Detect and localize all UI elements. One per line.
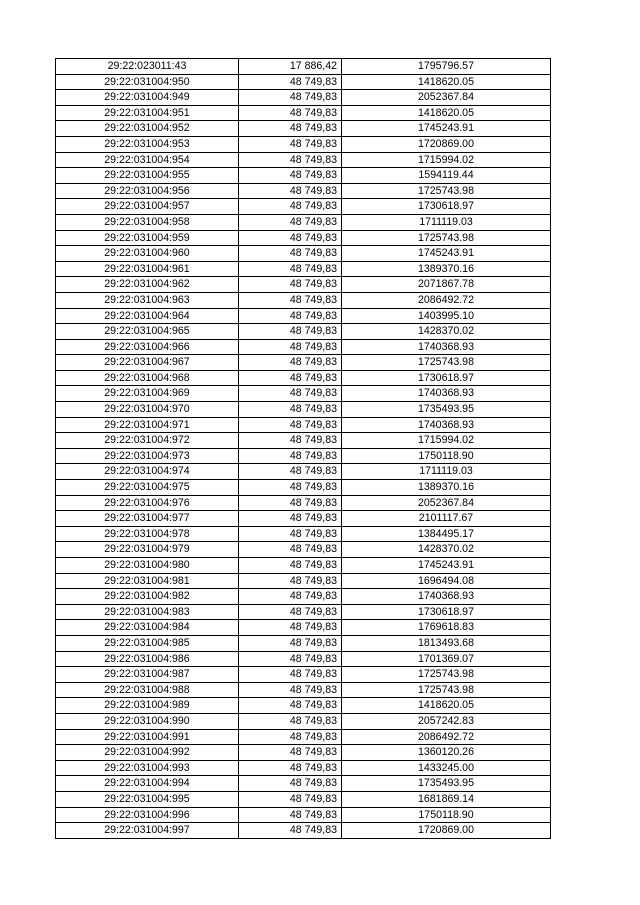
cadastral-number-cell: 29:22:031004:990 [56,713,239,729]
area-cell: 48 749,83 [239,74,342,90]
cadastral-number-cell: 29:22:023011:43 [56,59,239,75]
value-cell: 1715994.02 [342,433,551,449]
area-cell: 48 749,83 [239,168,342,184]
table-row [56,542,551,558]
cadastral-value-table [55,58,551,839]
table-row [56,464,551,480]
area-cell: 48 749,83 [239,667,342,683]
area-cell: 48 749,83 [239,105,342,121]
area-cell: 48 749,83 [239,355,342,371]
table-row [56,729,551,745]
table-row [56,589,551,605]
value-cell: 1389370.16 [342,480,551,496]
area-cell: 48 749,83 [239,807,342,823]
value-cell: 2086492.72 [342,292,551,308]
cadastral-number-cell: 29:22:031004:957 [56,199,239,215]
area-cell: 17 886,42 [239,59,342,75]
value-cell: 1769618.83 [342,620,551,636]
value-cell: 1730618.97 [342,604,551,620]
cadastral-number-cell: 29:22:031004:965 [56,324,239,340]
cadastral-number-cell: 29:22:031004:989 [56,698,239,714]
area-cell: 48 749,83 [239,604,342,620]
table-row [56,558,551,574]
table-row [56,511,551,527]
value-cell: 1740368.93 [342,386,551,402]
value-cell: 1418620.05 [342,698,551,714]
cadastral-number-cell: 29:22:031004:976 [56,495,239,511]
area-cell: 48 749,83 [239,542,342,558]
table-row [56,105,551,121]
area-cell: 48 749,83 [239,136,342,152]
value-cell: 1696494.08 [342,573,551,589]
cadastral-number-cell: 29:22:031004:986 [56,651,239,667]
table-row [56,339,551,355]
value-cell: 1730618.97 [342,370,551,386]
cadastral-number-cell: 29:22:031004:953 [56,136,239,152]
value-cell: 1594119.44 [342,168,551,184]
area-cell: 48 749,83 [239,214,342,230]
cadastral-number-cell: 29:22:031004:983 [56,604,239,620]
table-row [56,74,551,90]
value-cell: 1389370.16 [342,261,551,277]
table-row [56,776,551,792]
value-cell: 2086492.72 [342,729,551,745]
area-cell: 48 749,83 [239,464,342,480]
area-cell: 48 749,83 [239,433,342,449]
value-cell: 1701369.07 [342,651,551,667]
area-cell: 48 749,83 [239,823,342,839]
area-cell: 48 749,83 [239,308,342,324]
area-cell: 48 749,83 [239,558,342,574]
cadastral-number-cell: 29:22:031004:961 [56,261,239,277]
table-row [56,417,551,433]
value-cell: 1384495.17 [342,526,551,542]
area-cell: 48 749,83 [239,776,342,792]
table-row [56,698,551,714]
area-cell: 48 749,83 [239,635,342,651]
value-cell: 1750118.90 [342,448,551,464]
area-cell: 48 749,83 [239,277,342,293]
cadastral-number-cell: 29:22:031004:997 [56,823,239,839]
value-cell: 1740368.93 [342,589,551,605]
value-cell: 1418620.05 [342,105,551,121]
value-cell: 1403995.10 [342,308,551,324]
cadastral-number-cell: 29:22:031004:951 [56,105,239,121]
cadastral-number-cell: 29:22:031004:991 [56,729,239,745]
table-row [56,433,551,449]
table-row [56,635,551,651]
cadastral-number-cell: 29:22:031004:954 [56,152,239,168]
cadastral-number-cell: 29:22:031004:996 [56,807,239,823]
table-row [56,214,551,230]
table-row [56,136,551,152]
value-cell: 1418620.05 [342,74,551,90]
cadastral-number-cell: 29:22:031004:950 [56,74,239,90]
value-cell: 1740368.93 [342,339,551,355]
table-row [56,651,551,667]
table-row [56,199,551,215]
table-row [56,620,551,636]
value-cell: 1725743.98 [342,183,551,199]
cadastral-number-cell: 29:22:031004:960 [56,246,239,262]
area-cell: 48 749,83 [239,698,342,714]
cadastral-number-cell: 29:22:031004:981 [56,573,239,589]
table-row [56,480,551,496]
cadastral-number-cell: 29:22:031004:952 [56,121,239,137]
value-cell: 1735493.95 [342,776,551,792]
value-cell: 1428370.02 [342,324,551,340]
table-row [56,90,551,106]
cadastral-number-cell: 29:22:031004:992 [56,745,239,761]
table-row [56,168,551,184]
area-cell: 48 749,83 [239,729,342,745]
cadastral-number-cell: 29:22:031004:988 [56,682,239,698]
value-cell: 1795796.57 [342,59,551,75]
value-cell: 1428370.02 [342,542,551,558]
area-cell: 48 749,83 [239,589,342,605]
table-row [56,667,551,683]
area-cell: 48 749,83 [239,339,342,355]
area-cell: 48 749,83 [239,90,342,106]
cadastral-number-cell: 29:22:031004:974 [56,464,239,480]
area-cell: 48 749,83 [239,292,342,308]
table-row [56,573,551,589]
table-row [56,261,551,277]
value-cell: 1715994.02 [342,152,551,168]
area-cell: 48 749,83 [239,526,342,542]
value-cell: 2071867.78 [342,277,551,293]
table-row [56,526,551,542]
area-cell: 48 749,83 [239,417,342,433]
cadastral-number-cell: 29:22:031004:963 [56,292,239,308]
value-cell: 1735493.95 [342,402,551,418]
table-row [56,370,551,386]
area-cell: 48 749,83 [239,261,342,277]
area-cell: 48 749,83 [239,760,342,776]
cadastral-number-cell: 29:22:031004:984 [56,620,239,636]
area-cell: 48 749,83 [239,199,342,215]
table-row [56,277,551,293]
cadastral-number-cell: 29:22:031004:962 [56,277,239,293]
cadastral-number-cell: 29:22:031004:972 [56,433,239,449]
area-cell: 48 749,83 [239,246,342,262]
value-cell: 1813493.68 [342,635,551,651]
value-cell: 1730618.97 [342,199,551,215]
value-cell: 2052367.84 [342,495,551,511]
area-cell: 48 749,83 [239,480,342,496]
cadastral-number-cell: 29:22:031004:971 [56,417,239,433]
area-cell: 48 749,83 [239,573,342,589]
value-cell: 1711119.03 [342,214,551,230]
area-cell: 48 749,83 [239,448,342,464]
table-row [56,386,551,402]
table-row [56,308,551,324]
value-cell: 1360120.26 [342,745,551,761]
area-cell: 48 749,83 [239,745,342,761]
cadastral-number-cell: 29:22:031004:994 [56,776,239,792]
table-row [56,713,551,729]
cadastral-number-cell: 29:22:031004:982 [56,589,239,605]
value-cell: 2052367.84 [342,90,551,106]
value-cell: 1720869.00 [342,136,551,152]
table-row [56,355,551,371]
value-cell: 1720869.00 [342,823,551,839]
cadastral-number-cell: 29:22:031004:975 [56,480,239,496]
table-row [56,183,551,199]
area-cell: 48 749,83 [239,791,342,807]
area-cell: 48 749,83 [239,324,342,340]
table-row [56,495,551,511]
cadastral-number-cell: 29:22:031004:956 [56,183,239,199]
area-cell: 48 749,83 [239,620,342,636]
value-cell: 1745243.91 [342,121,551,137]
cadastral-number-cell: 29:22:031004:977 [56,511,239,527]
area-cell: 48 749,83 [239,230,342,246]
cadastral-number-cell: 29:22:031004:978 [56,526,239,542]
value-cell: 1711119.03 [342,464,551,480]
table-row [56,448,551,464]
area-cell: 48 749,83 [239,511,342,527]
area-cell: 48 749,83 [239,386,342,402]
cadastral-number-cell: 29:22:031004:964 [56,308,239,324]
cadastral-number-cell: 29:22:031004:993 [56,760,239,776]
cadastral-number-cell: 29:22:031004:966 [56,339,239,355]
cadastral-number-cell: 29:22:031004:968 [56,370,239,386]
table-body [56,59,551,839]
cadastral-number-cell: 29:22:031004:995 [56,791,239,807]
area-cell: 48 749,83 [239,495,342,511]
value-cell: 1725743.98 [342,230,551,246]
cadastral-number-cell: 29:22:031004:985 [56,635,239,651]
table-row [56,791,551,807]
value-cell: 1433245.00 [342,760,551,776]
value-cell: 1681869.14 [342,791,551,807]
table-row [56,121,551,137]
table-row [56,807,551,823]
value-cell: 1725743.98 [342,682,551,698]
value-cell: 1750118.90 [342,807,551,823]
table-row [56,230,551,246]
area-cell: 48 749,83 [239,651,342,667]
value-cell: 2057242.83 [342,713,551,729]
area-cell: 48 749,83 [239,713,342,729]
value-cell: 1725743.98 [342,355,551,371]
cadastral-number-cell: 29:22:031004:969 [56,386,239,402]
area-cell: 48 749,83 [239,152,342,168]
area-cell: 48 749,83 [239,183,342,199]
cadastral-number-cell: 29:22:031004:979 [56,542,239,558]
table-row [56,760,551,776]
table-row [56,745,551,761]
value-cell: 2101117.67 [342,511,551,527]
value-cell: 1740368.93 [342,417,551,433]
table-row [56,59,551,75]
cadastral-number-cell: 29:22:031004:987 [56,667,239,683]
cadastral-number-cell: 29:22:031004:973 [56,448,239,464]
value-cell: 1725743.98 [342,667,551,683]
cadastral-number-cell: 29:22:031004:980 [56,558,239,574]
table-row [56,246,551,262]
cadastral-number-cell: 29:22:031004:959 [56,230,239,246]
area-cell: 48 749,83 [239,370,342,386]
table-row [56,823,551,839]
area-cell: 48 749,83 [239,121,342,137]
value-cell: 1745243.91 [342,246,551,262]
cadastral-number-cell: 29:22:031004:970 [56,402,239,418]
cadastral-number-cell: 29:22:031004:967 [56,355,239,371]
table-row [56,292,551,308]
cadastral-number-cell: 29:22:031004:949 [56,90,239,106]
table-row [56,152,551,168]
table-row [56,402,551,418]
area-cell: 48 749,83 [239,402,342,418]
table-row [56,682,551,698]
table-row [56,324,551,340]
cadastral-number-cell: 29:22:031004:955 [56,168,239,184]
table-row [56,604,551,620]
value-cell: 1745243.91 [342,558,551,574]
area-cell: 48 749,83 [239,682,342,698]
cadastral-number-cell: 29:22:031004:958 [56,214,239,230]
